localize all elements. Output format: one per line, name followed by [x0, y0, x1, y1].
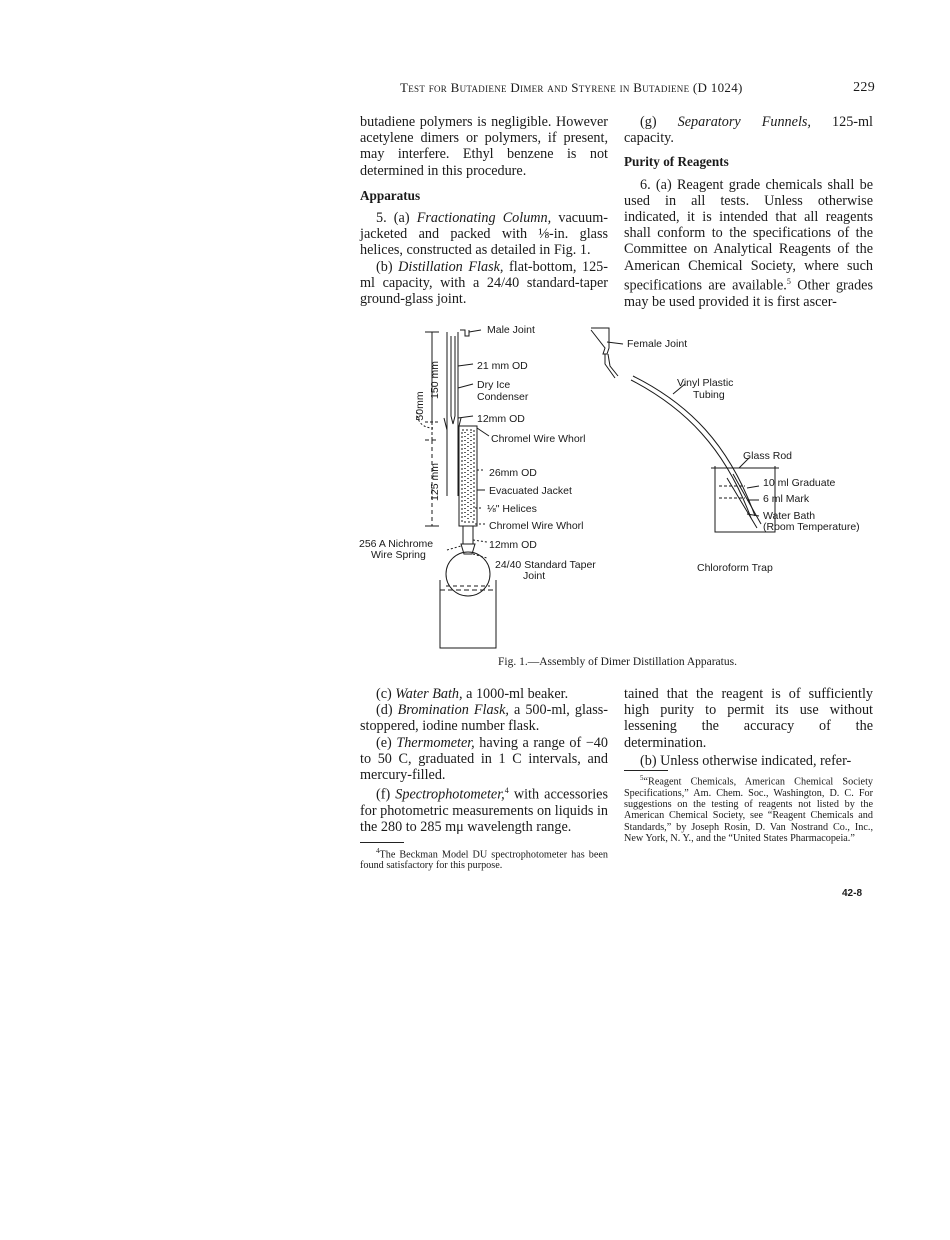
label-glass-rod: Glass Rod [743, 450, 793, 462]
label-chromel-top: Chromel Wire Whorl [491, 433, 586, 445]
item-6b: (b) Unless otherwise indicated, refer- [640, 752, 852, 769]
label-taper-joint: Joint [523, 570, 546, 582]
label-room-temp: (Room Temperature) [763, 521, 860, 533]
label-condenser: Condenser [477, 391, 529, 403]
label-water-bath: Water Bath [763, 510, 816, 522]
item-6a: 6. (a) Reagent grade chemicals shall be used in all tests. Unless otherwise indicated, it is intended that all reagents shall conform to the specifications of the Committee on Analytical Reagents of the American Chemical Society, where such specifications are available.$^5$ Other grades may be used provided it is first ascer- [624, 176, 873, 310]
label-vinyl: Vinyl Plastic [677, 377, 734, 389]
label-6ml-mark: 6 ml Mark [763, 493, 810, 505]
label-26mm-od: 26mm OD [489, 467, 537, 479]
page-code: 42-8 [842, 888, 863, 899]
item-5a: 5. (a) Fractionating Column, vacuum-jacketed and packed with ⅛-in. glass helices, constructed as detailed in Fig. 1. [360, 210, 609, 259]
label-12mm-od-bottom: 12mm OD [489, 539, 537, 551]
item-d: (d) Bromination Flask, a 500-ml, glass-stoppered, iodine number flask. [360, 702, 608, 735]
label-evacuated-jacket: Evacuated Jacket [489, 485, 572, 497]
label-21mm-od: 21 mm OD [477, 360, 528, 372]
footnote-rule-right [624, 770, 668, 771]
right-column-top [624, 114, 873, 310]
female-joint [591, 328, 609, 354]
label-12mm-od-top: 12mm OD [477, 413, 525, 425]
left-column-bottom [360, 686, 608, 872]
left-column-top [360, 114, 608, 307]
label-wire-spring: Wire Spring [371, 549, 426, 561]
footnote-rule [360, 842, 404, 843]
figure-caption: Fig. 1.—Assembly of Dimer Distillation Apparatus. [498, 656, 737, 668]
label-helices: ⅛" Helices [487, 503, 537, 515]
running-header [400, 80, 875, 96]
item-c: (c) Water Bath, a 1000-ml beaker. [376, 686, 569, 702]
glass-helices [465, 432, 471, 520]
label-150mm: 150 mm [429, 361, 441, 399]
label-nichrome: 256 A Nichrome [359, 538, 434, 550]
footnote-4: $^4$The Beckman Model DU spectrophotometer has been found satisfactory for this purpose. [360, 846, 608, 872]
dry-ice-condenser [444, 332, 461, 496]
paragraph-continued: tained that the reagent is of sufficiently high purity to permit its use without lessening the accuracy of the determination. [624, 686, 873, 751]
paragraph-intro: butadiene polymers is negligible. However acetylene dimers or polymers, if present, may interfere. Ethyl benzene is not determined in this procedure. [360, 114, 608, 179]
item-g: (g) Separatory Funnels, 125-ml capacity. [624, 114, 874, 147]
label-female-joint: Female Joint [627, 338, 688, 350]
heading-purity: Purity of Reagents [624, 154, 729, 170]
item-f: (f) Spectrophotometer,$^4$ with accessories for photometric measurements on liquids in the 280 to 285 mμ wavelength range. [360, 786, 608, 836]
label-tubing: Tubing [693, 389, 725, 401]
label-chromel-bottom: Chromel Wire Whorl [489, 520, 584, 532]
heading-apparatus: Apparatus [360, 187, 421, 203]
item-5b: (b) Distillation Flask, flat-bottom, 125-ml capacity, with a 24/40 standard-taper ground-glass joint. [360, 258, 608, 308]
distillation-flask [446, 552, 490, 596]
page-number: 229 [853, 80, 875, 95]
label-dry-ice: Dry Ice [477, 379, 511, 391]
item-e: (e) Thermometer, having a range of −40 to 50 C, graduated in 1 C intervals, and mercury-filled. [360, 734, 608, 784]
apparatus-diagram [355, 318, 885, 658]
label-chloroform-trap: Chloroform Trap [697, 562, 773, 574]
footnote-5: $^5$“Reagent Chemicals, American Chemical Society Specifications,” Am. Chem. Soc., Washington, D. C. For suggestions on the testing of reagents not listed by the American Chemical Society, see “Reagent Chemicals and Standards,” by Joseph Rosin, D. Van Nostrand Co., Inc., New York, N. Y., and the “United States Pharmacopeia.” [624, 774, 873, 844]
label-graduate: 10 ml Graduate [763, 477, 836, 489]
header-title: Test for Butadiene Dimer and Styrene in Butadiene (D 1024) [400, 80, 743, 95]
male-joint [460, 330, 469, 336]
right-column-bottom [624, 686, 873, 844]
label-125mm: 125 mm [429, 463, 441, 501]
label-50mm: 50mm [414, 391, 426, 421]
label-male-joint: Male Joint [487, 324, 535, 336]
bottom-tube [463, 526, 473, 544]
label-taper: 24/40 Standard Taper [495, 559, 596, 571]
